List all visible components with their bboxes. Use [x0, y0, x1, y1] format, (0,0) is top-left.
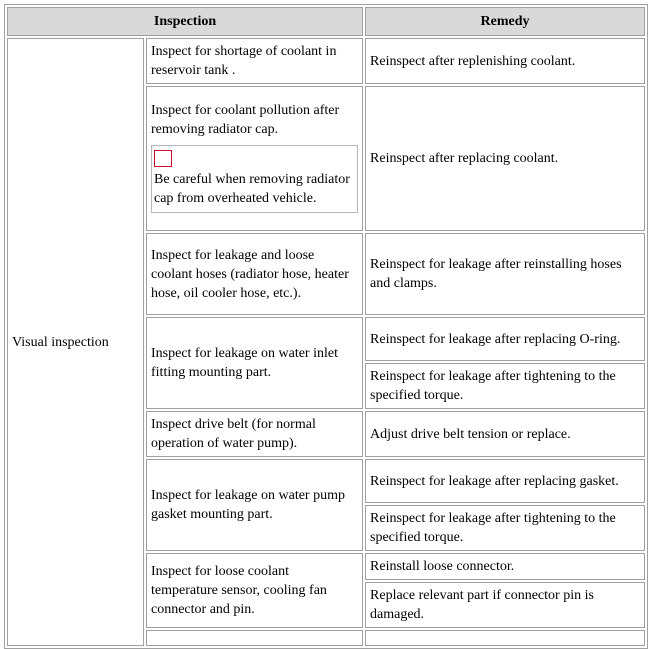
remedy-cell: Reinspect for leakage after reinstalling hoses and clamps. — [365, 233, 645, 315]
header-remedy: Remedy — [365, 7, 645, 36]
table-row — [7, 38, 645, 84]
inspection-table — [4, 4, 648, 649]
inspection-cell — [146, 86, 363, 231]
inspection-cell: Inspect for leakage and loose coolant hoses (radiator hose, heater hose, oil cooler hose, etc.). — [146, 233, 363, 315]
remedy-cell: Adjust drive belt tension or replace. — [365, 411, 645, 457]
remedy-cell: Reinspect after replenishing coolant. — [365, 38, 645, 84]
remedy-cell: Reinspect for leakage after replacing gasket. — [365, 459, 645, 503]
inspection-cell: Inspect for shortage of coolant in reservoir tank . — [146, 38, 363, 84]
inspection-text: Inspect for coolant pollution after removing radiator cap. — [151, 102, 340, 137]
inspection-cell — [146, 630, 363, 646]
remedy-cell — [365, 630, 645, 646]
caution-note — [151, 145, 358, 213]
inspection-cell: Inspect for leakage on water pump gasket mounting part. — [146, 459, 363, 551]
inspection-cell: Inspect drive belt (for normal operation of water pump). — [146, 411, 363, 457]
header-row — [7, 7, 645, 36]
inspection-cell: Inspect for leakage on water inlet fitting mounting part. — [146, 317, 363, 409]
caution-text: Be careful when removing radiator cap from overheated vehicle. — [154, 171, 350, 206]
inspection-cell: Inspect for loose coolant temperature sensor, cooling fan connector and pin. — [146, 553, 363, 628]
remedy-cell: Reinspect after replacing coolant. — [365, 86, 645, 231]
caution-icon — [154, 150, 172, 167]
remedy-cell: Reinspect for leakage after tightening to the specified torque. — [365, 505, 645, 551]
remedy-cell: Replace relevant part if connector pin is damaged. — [365, 582, 645, 628]
category-cell: Visual inspection — [7, 38, 144, 646]
header-inspection: Inspection — [7, 7, 363, 36]
remedy-cell: Reinspect for leakage after tightening to the specified torque. — [365, 363, 645, 409]
remedy-cell: Reinspect for leakage after replacing O-ring. — [365, 317, 645, 361]
remedy-cell: Reinstall loose connector. — [365, 553, 645, 580]
